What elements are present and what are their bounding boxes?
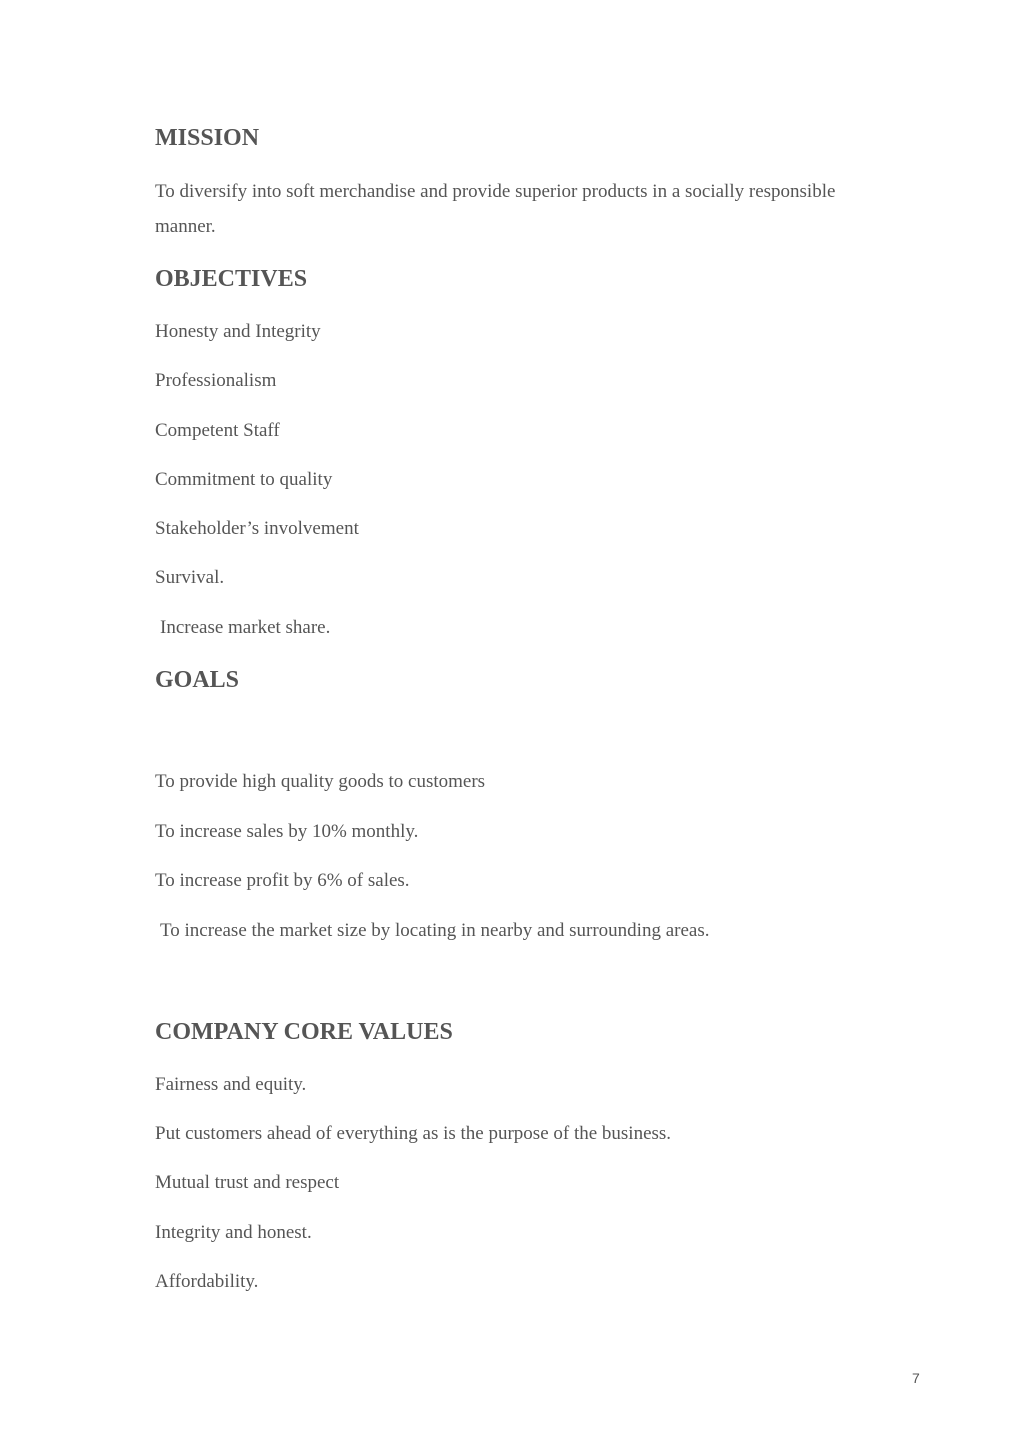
core-value-item: Affordability. [155,1271,259,1292]
goal-item: To increase profit by 6% of sales. [155,870,410,891]
objective-item: Survival. [155,567,225,588]
objective-item: Increase market share. [160,617,331,638]
core-value-item: Put customers ahead of everything as is the purpose of the business. [155,1123,672,1144]
objectives-heading: OBJECTIVES [155,266,308,292]
core-value-item: Mutual trust and respect [155,1172,340,1193]
mission-heading: MISSION [155,125,260,151]
core-value-item: Fairness and equity. [155,1074,307,1095]
core-value-item: Integrity and honest. [155,1222,312,1243]
goal-item: To increase the market size by locating in nearby and surrounding areas. [160,920,710,941]
objective-item: Professionalism [155,370,277,391]
objective-item: Competent Staff [155,420,280,441]
objective-item: Honesty and Integrity [155,321,321,342]
goal-item: To provide high quality goods to customers [155,771,486,792]
mission-text-line-2: manner. [155,216,216,237]
core-values-heading: COMPANY CORE VALUES [155,1019,453,1045]
objective-item: Stakeholder’s involvement [155,518,359,539]
goals-heading: GOALS [155,667,240,693]
objective-item: Commitment to quality [155,469,333,490]
mission-text-line-1: To diversify into soft merchandise and provide superior products in a socially responsible [155,181,836,202]
goal-item: To increase sales by 10% monthly. [155,821,419,842]
page-number: 7 [912,1370,920,1386]
